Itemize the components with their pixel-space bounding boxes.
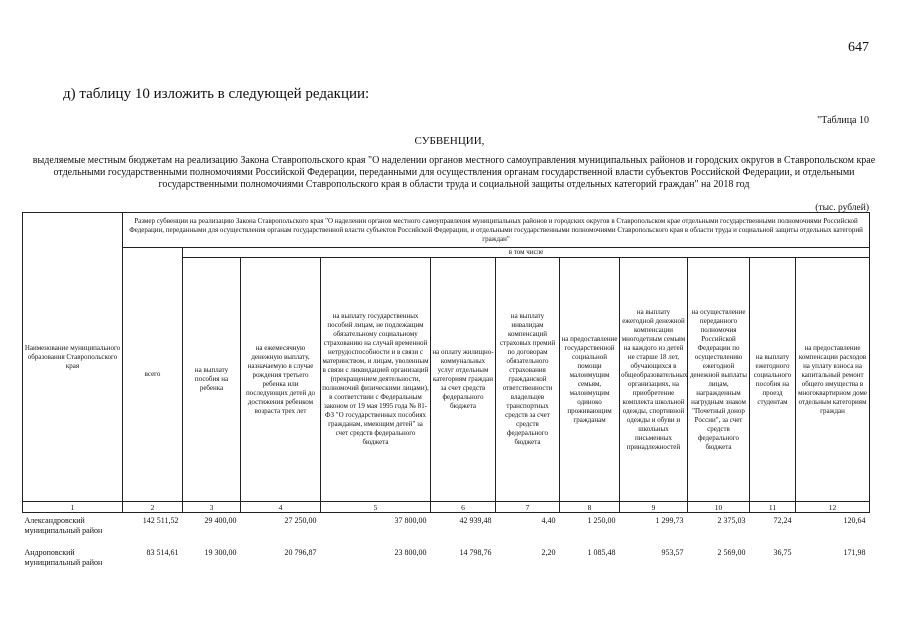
table-label: "Таблица 10 — [817, 115, 869, 126]
table-cell: 19 300,00 — [204, 547, 237, 557]
header-group: Размер субвенции на реализацию Закона Ставропольского края "О наделении органов местного самоуправления муниципальных районов и городских округов в Ставропольском крае отдельными государственными полномочиями Российской Федерации, переданными для осуществления органам государственной власти субъектов Российской Федерации, и отдельными государственными полномочиями Ставропольского края в области труда и социальной защиты отдельных категорий граждан" — [123, 213, 870, 248]
header-col-11: на выплату ежегодного социального пособия на проезд студентам — [750, 258, 796, 502]
table-cell: 953,57 — [661, 547, 684, 557]
table-cell: 1 250,00 — [587, 516, 616, 525]
table-cell: 37 800,00 — [394, 516, 427, 525]
table-cell: 4,40 — [541, 516, 556, 525]
table-cell: 27 250,00 — [284, 516, 317, 525]
table-cell: 2 375,03 — [717, 516, 746, 525]
table-cell: 23 800,00 — [394, 547, 427, 557]
doc-title: СУБВЕНЦИИ, — [414, 135, 485, 147]
header-including: в том числе — [183, 248, 870, 258]
header-col-9: на выплату ежегодной денежной компенсации многодетным семьям на каждого из детей не старше 18 лет, обучающихся в общеобразовательных организациях, на приобретение комплекта школьной одежды, спортивной одежды и обуви и школьных письменных принадлежностей — [620, 258, 688, 502]
table-cell: 29 400,00 — [204, 516, 237, 525]
page-number: 647 — [848, 40, 869, 55]
column-number: 3 — [183, 502, 241, 513]
column-number: 6 — [431, 502, 496, 513]
column-number: 7 — [496, 502, 560, 513]
header-municipality: Наименование муниципального образования Ставропольского края — [23, 213, 123, 502]
table-cell: 1 299,73 — [655, 516, 684, 525]
intro-text: д) таблицу 10 изложить в следующей редакции: — [63, 86, 370, 102]
subsidies-table — [22, 212, 870, 577]
header-col-4: на ежемесячную денежную выплату, назначаемую в случае рождения третьего ребенка или последующих детей до достижения ребенком возраста трех лет — [241, 258, 321, 502]
column-number: 12 — [796, 502, 870, 513]
value-total: 142 511,52 — [142, 516, 179, 525]
header-col-6: на оплату жилищно-коммунальных услуг отдельным категориям граждан за счет средств федерального бюджета — [431, 258, 496, 502]
header-total: всего — [123, 248, 183, 502]
column-number: 1 — [23, 502, 123, 513]
table-cell: 171,98 — [843, 547, 866, 557]
header-col-7: на выплату инвалидам компенсаций страховых премий по договорам обязательного страхования гражданской ответственности владельцев транспортных средств за счет средств федерального бюджета — [496, 258, 560, 502]
header-col-5: на выплату государственных пособий лицам, не подлежащим обязательному социальному страхованию на случай временной нетрудоспособности и в связи с материнством, и лицам, уволенным в связи с ликвидацией организаций (прекращением деятельности, полномочий физическими лицами), в соответствии с Федеральным законом от 19 мая 1995 года № 81-ФЗ "О государственных пособиях гражданам, имеющим детей" за счет средств федерального бюджета — [321, 258, 431, 502]
column-number-row — [23, 502, 870, 513]
column-number: 4 — [241, 502, 321, 513]
table-cell: 1 085,48 — [587, 547, 616, 557]
table-cell: 42 939,48 — [459, 516, 492, 525]
column-number: 8 — [560, 502, 620, 513]
column-number: 11 — [750, 502, 796, 513]
table-cell: 72,24 — [773, 516, 792, 525]
municipality-name: Андроповский муниципальный район — [24, 547, 103, 567]
table-row — [23, 545, 870, 577]
table-cell: 14 798,76 — [459, 547, 492, 557]
municipality-name: Александровский муниципальный район — [24, 516, 103, 535]
column-number: 5 — [321, 502, 431, 513]
unit-label: (тыс. рублей) — [815, 203, 869, 213]
header-col-10: на осуществление переданного полномочия Российской Федерации по осуществлению ежегодной денежной выплаты лицам, награжденным нагрудным знаком "Почетный донор России", за счет средств федерального бюджета — [688, 258, 750, 502]
table-cell: 2 569,00 — [717, 547, 746, 557]
table-cell: 20 796,87 — [284, 547, 317, 557]
header-col-12: на предоставление компенсации расходов на уплату взноса на капитальный ремонт общего имущества в многоквартирном доме отдельным категориям граждан — [796, 258, 870, 502]
column-number: 9 — [620, 502, 688, 513]
table-cell: 2,20 — [541, 547, 556, 557]
doc-subtitle: выделяемые местным бюджетам на реализацию Закона Ставропольского края "О наделении органов местного самоуправления муниципальных районов и городских округов в Ставропольском крае отдельными государственными полномочиями Российской Федерации, переданными для осуществления органам государственной власти субъектов Российской Федерации, и отдельными государственными полномочиями Ставропольского края в области труда и социальной защиты отдельных категорий граждан" на 2018 год — [32, 155, 876, 190]
value-total: 83 514,61 — [146, 547, 179, 557]
header-col-3: на выплату пособия на ребенка — [183, 258, 241, 502]
table-cell: 120,64 — [843, 516, 866, 525]
header-col-8: на предоставление государственной социальной помощи малоимущим семьям, малоимущим одиноко проживающим гражданам — [560, 258, 620, 502]
column-number: 10 — [688, 502, 750, 513]
table-row — [23, 513, 870, 545]
table-cell: 36,75 — [773, 547, 792, 557]
column-number: 2 — [123, 502, 183, 513]
